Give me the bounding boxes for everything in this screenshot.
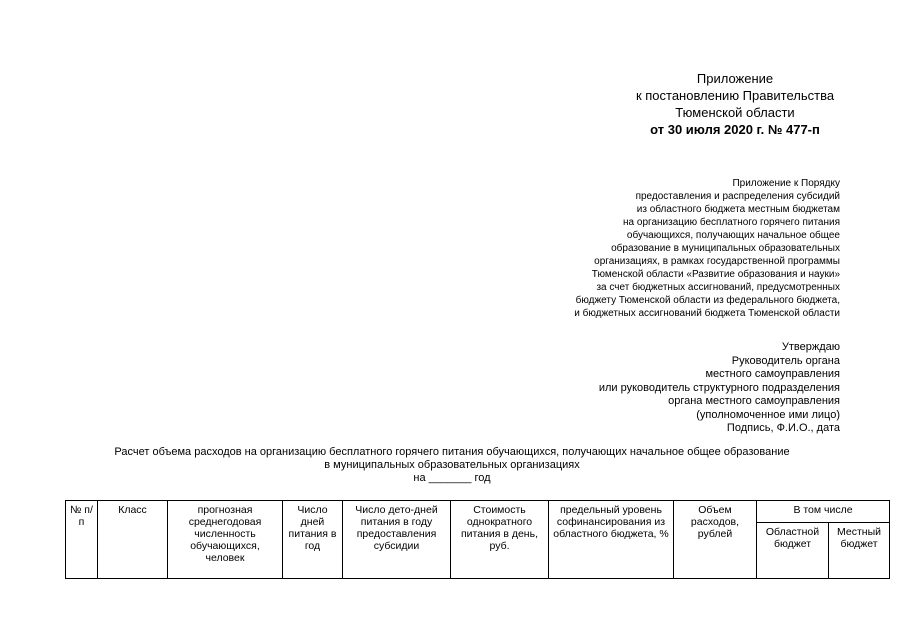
col-header-number: № п/п	[66, 501, 98, 579]
col-header-days: Число дней питания в год	[283, 501, 343, 579]
order-appendix-block	[440, 177, 840, 320]
header-date-number: от 30 июля 2020 г. № 477-п	[650, 122, 820, 137]
approve-line: местного самоуправления	[705, 368, 840, 380]
order-line: предоставления и распределения субсидий	[635, 191, 840, 202]
order-line: на организацию бесплатного горячего питания	[623, 217, 840, 228]
approve-line: Утверждаю	[781, 341, 840, 353]
calculation-table	[65, 500, 890, 579]
col-header-volume: Объем расходов, рублей	[674, 501, 757, 579]
order-line: Приложение к Порядку	[732, 178, 840, 189]
order-line: и бюджетных ассигнований бюджета Тюменской области	[574, 308, 840, 319]
title-line: Расчет объема расходов на организацию бесплатного горячего питания обучающихся, получающих начальное общее образование	[114, 446, 790, 458]
col-header-class: Класс	[98, 501, 168, 579]
header-region: Тюменской области	[675, 105, 795, 120]
col-header-regional-budget: Областной бюджет	[757, 523, 829, 579]
order-line: организациях, в рамках государственной программы	[594, 256, 840, 267]
col-header-level: предельный уровень софинансирования из областного бюджета, %	[549, 501, 674, 579]
order-line: бюджету Тюменской области из федерального бюджета,	[575, 295, 840, 306]
title-year-line: на _______ год	[413, 472, 491, 484]
col-header-cost: Стоимость однократного питания в день, руб.	[451, 501, 549, 579]
approve-line: органа местного самоуправления	[668, 395, 840, 407]
col-header-local-budget: Местный бюджет	[829, 523, 890, 579]
col-header-child-days: Число дето-дней питания в году предоставления субсидии	[343, 501, 451, 579]
header-resolution: к постановлению Правительства	[635, 88, 835, 103]
header-appendix: Приложение	[696, 71, 774, 86]
col-header-students: прогнозная среднегодовая численность обучающихся, человек	[168, 501, 283, 579]
title-line: в муниципальных образовательных организациях	[324, 459, 580, 471]
resolution-header	[560, 70, 905, 138]
approve-signature-line: Подпись, Ф.И.О., дата	[726, 422, 840, 434]
order-line: обучающихся, получающих начальное общее	[626, 230, 840, 241]
approve-line: (уполномоченное ими лицо)	[696, 408, 840, 421]
col-header-including: В том числе	[757, 501, 890, 523]
order-line: за счет бюджетных ассигнований, предусмотренных	[596, 282, 840, 293]
approve-line: или руководитель структурного подразделения	[598, 381, 840, 394]
order-line: образование в муниципальных образовательных	[611, 243, 840, 254]
approve-line: Руководитель органа	[731, 354, 840, 367]
order-line: из областного бюджета местным бюджетам	[636, 204, 840, 215]
document-title	[40, 446, 864, 485]
table-header-row	[66, 501, 890, 523]
order-line: Тюменской области «Развитие образования и науки»	[591, 269, 840, 280]
approval-block	[440, 341, 840, 436]
